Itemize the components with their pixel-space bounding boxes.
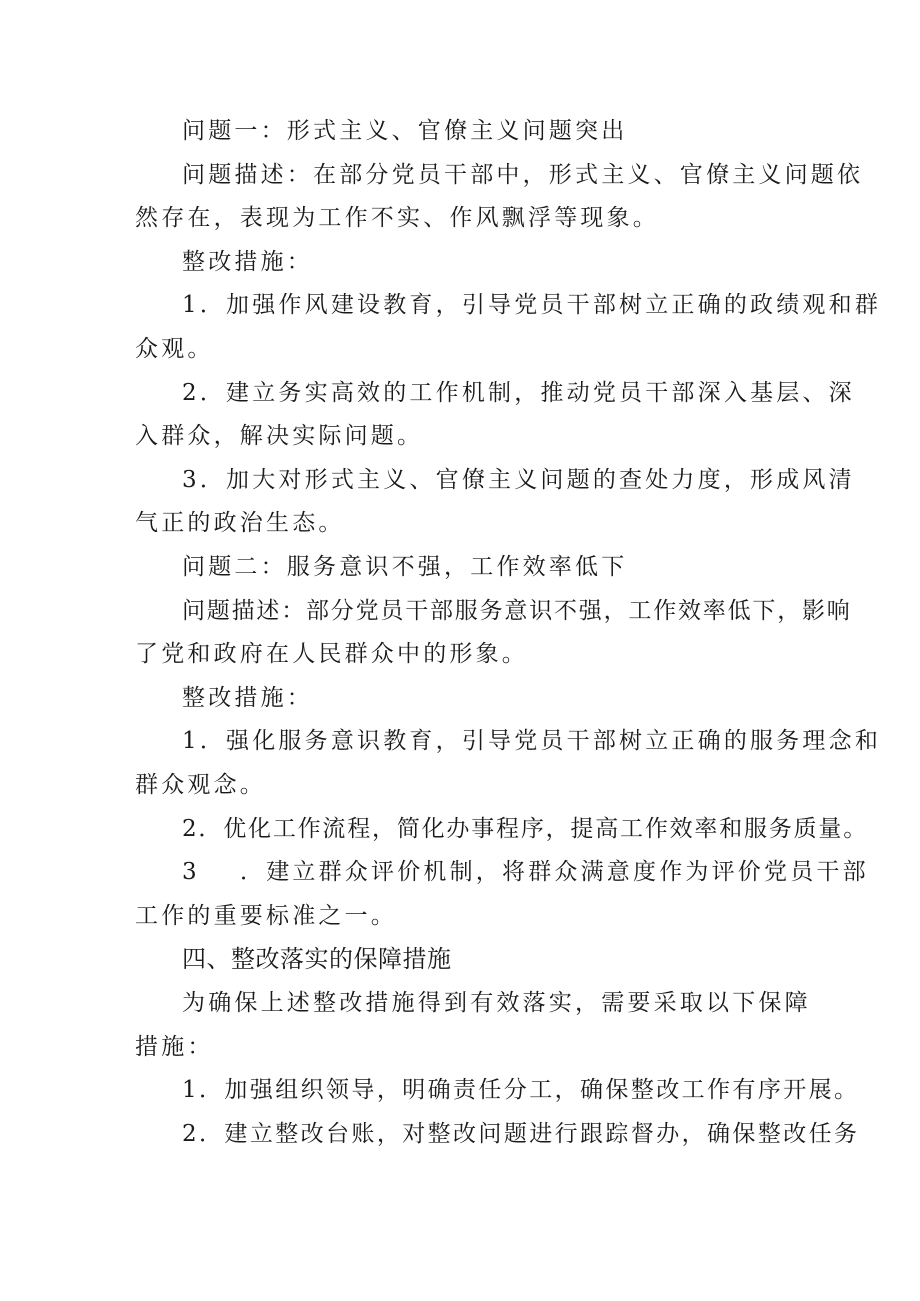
measure-2-3: ．建立群众评价机制，将群众满意度作为评价党员干部 — [240, 859, 869, 885]
measure-1-3-cont: 气正的政治生态。 — [135, 510, 345, 536]
measure-1-2-cont: 入群众，解决实际问题。 — [135, 423, 424, 449]
measures-label-two: 整改措施： — [182, 685, 313, 711]
issue-one-title: 问题一：形式主义、官僚主义问题突出 — [182, 118, 628, 144]
guarantee-measure-2: 2．建立整改台账，对整改问题进行跟踪督办，确保整改任务 — [182, 1121, 860, 1147]
measure-2-2: 2．优化工作流程，简化办事程序，提高工作效率和服务质量。 — [182, 816, 869, 842]
section-four-intro: 为确保上述整改措施得到有效落实，需要采取以下保障 — [182, 990, 811, 1016]
measure-1-2: 2．建立务实高效的工作机制，推动党员干部深入基层、深 — [182, 380, 855, 406]
issue-one-description-cont: 然存在，表现为工作不实、作风飘浮等现象。 — [135, 205, 659, 231]
section-four-heading: 四、整改落实的保障措施 — [182, 945, 452, 973]
measure-2-3-cont: 工作的重要标准之一。 — [135, 903, 397, 929]
measure-1-3: 3．加大对形式主义、官僚主义问题的查处力度，形成风清 — [182, 467, 855, 493]
measure-2-3-number: 3 — [182, 859, 200, 885]
issue-one-description: 问题描述：在部分党员干部中，形式主义、官僚主义问题依 — [182, 162, 864, 188]
measures-label-one: 整改措施： — [182, 249, 313, 275]
measure-1-1: 1．加强作风建设教育，引导党员干部树立正确的政绩观和群 — [182, 292, 882, 318]
issue-two-title: 问题二：服务意识不强，工作效率低下 — [182, 554, 628, 580]
issue-two-description-cont: 了党和政府在人民群众中的形象。 — [135, 641, 528, 667]
measure-1-1-cont: 众观。 — [135, 336, 214, 362]
issue-two-description: 问题描述：部分党员干部服务意识不强，工作效率低下，影响 — [182, 598, 852, 624]
measure-2-1: 1．强化服务意识教育，引导党员干部树立正确的服务理念和 — [182, 728, 882, 754]
measure-2-1-cont: 群众观念。 — [135, 772, 266, 798]
section-four-intro-cont: 措施： — [135, 1034, 214, 1060]
guarantee-measure-1: 1．加强组织领导，明确责任分工，确保整改工作有序开展。 — [182, 1077, 860, 1103]
